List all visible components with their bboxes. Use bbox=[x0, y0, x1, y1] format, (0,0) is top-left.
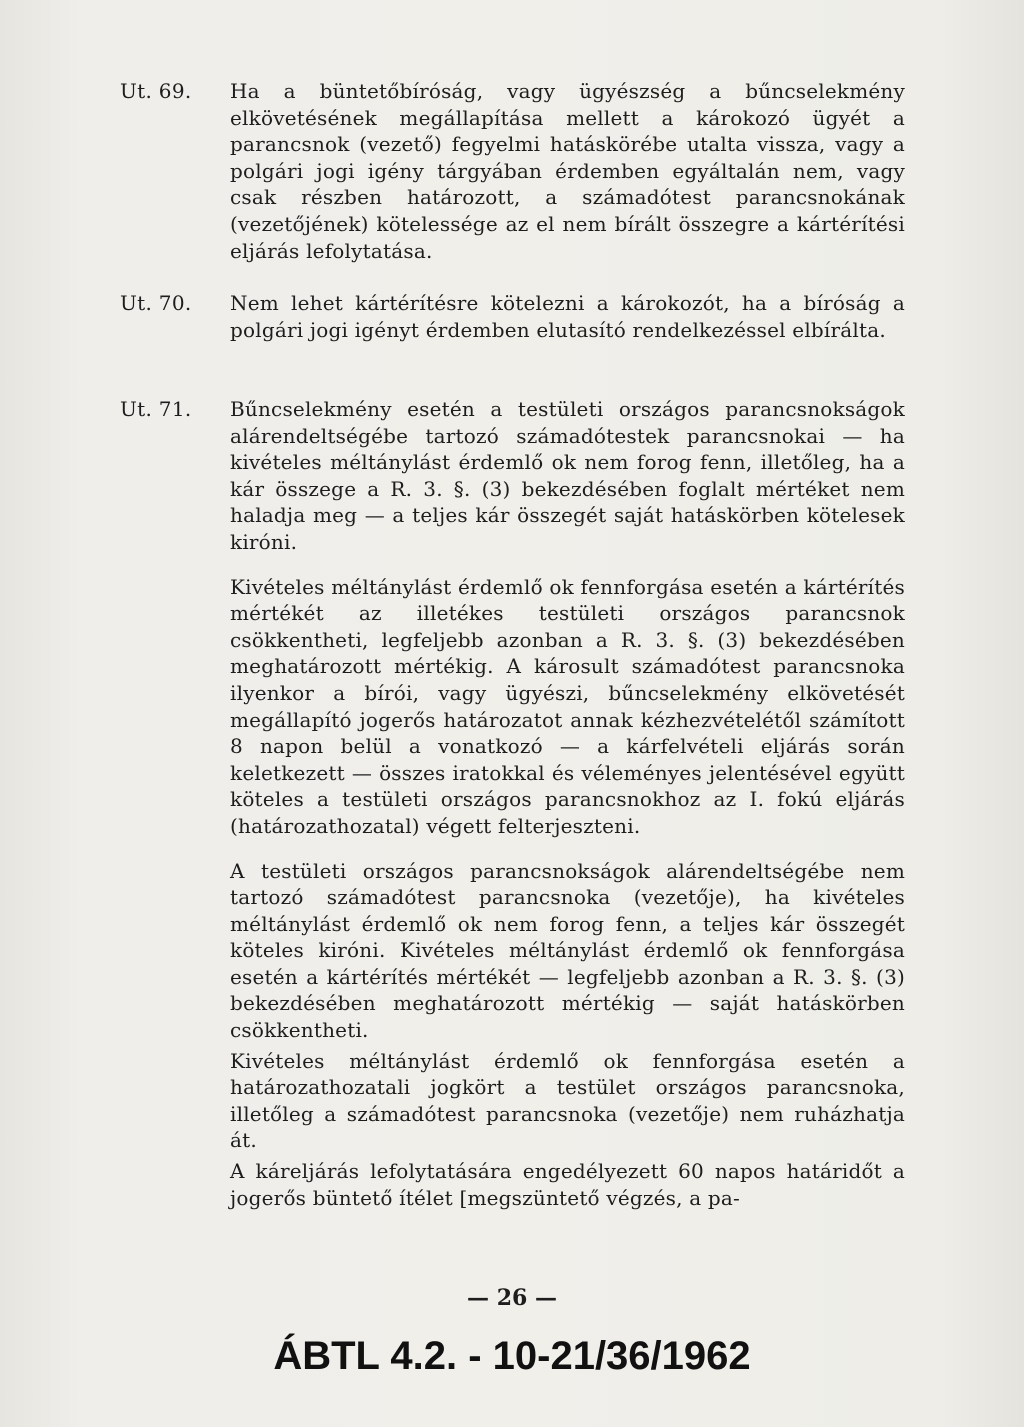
entry-ut-69 bbox=[120, 78, 905, 264]
paragraph: Bűncselekmény esetén a testületi országos parancsnokságok alárendeltségébe tartozó számadótestek parancsnokai — ha kivételes méltánylást érdemlő ok nem forog fenn, illetőleg, ha a kár összege a R. 3. §. (3) bekezdésében foglalt mértéket nem haladja meg — a teljes kár összegét saját hatáskörben kötelesek kiróni. bbox=[230, 397, 905, 554]
entry-number: Ut. 71. bbox=[120, 397, 192, 421]
entry-ut-71 bbox=[120, 396, 905, 1211]
paragraph: Ha a büntetőbíróság, vagy ügyészség a bűncselekmény elkövetésének megállapítása mellett a károkozó ügyét a parancsnok (vezető) fegyelmi hatáskörébe utalta vissza, vagy a polgári jogi igény tárgyában érdemben egyáltalán nem, vagy csak részben határozott, a számadótest parancsnokának (vezetőjének) kötelessége az el nem bírált összegre a kártérítési eljárás lefolytatása. bbox=[230, 79, 905, 263]
page-number: — 26 — bbox=[467, 1285, 557, 1311]
entry-text bbox=[230, 290, 905, 343]
paragraph: Kivételes méltánylást érdemlő ok fennforgása esetén a kártérítés mértékét az illetékes testületi országos parancsnok csökkentheti, legfeljebb azonban a R. 3. §. (3) bekezdésében meghatározott mértékig. A károsult számadótest parancsnoka ilyenkor a bírói, vagy ügyészi, bűncselekmény elkövetését megállapító jogerős határozatot annak kézhezvételétől számított 8 napon belül a vonatkozó — a kárfelvételi eljárás során keletkezett — összes iratokkal és véleményes jelentésével együtt köteles a testületi országos parancsnokhoz az I. fokú eljárás (határozathozatal) végett felterjeszteni. bbox=[230, 574, 905, 838]
entry-number: Ut. 69. bbox=[120, 79, 192, 103]
paragraph: A káreljárás lefolytatására engedélyezett 60 napos határidőt a jogerős büntető ítélet [megszüntető végzés, a pa- bbox=[230, 1159, 905, 1210]
paragraph: Nem lehet kártérítésre kötelezni a károkozót, ha a bíróság a polgári jogi igényt érdemben elutasító rendelkezéssel elbírálta. bbox=[230, 291, 905, 342]
entry-text bbox=[230, 78, 905, 264]
entry-text bbox=[230, 396, 905, 1211]
entry-number: Ut. 70. bbox=[120, 291, 192, 315]
archive-reference: ÁBTL 4.2. - 10-21/36/1962 bbox=[273, 1334, 751, 1378]
paragraph: Kivételes méltánylást érdemlő ok fennforgása esetén a határozathozatali jogkört a testület országos parancsnoka, illetőleg a számadótest parancsnoka (vezetője) nem ruházhatja át. bbox=[230, 1048, 905, 1153]
paragraph: A testületi országos parancsnokságok alárendeltségébe nem tartozó számadótest parancsnoka (vezetője), ha kivételes méltánylást érdemlő ok nem forog fenn, a teljes kár összegét köteles kiróni. Kivételes méltánylást érdemlő ok fennforgása esetén a kártérítés mértékét — legfeljebb azonban a R. 3. §. (3) bekezdésében meghatározott mértékig — saját hatáskörben csökkentheti. bbox=[230, 858, 905, 1043]
entry-ut-70 bbox=[120, 290, 905, 343]
